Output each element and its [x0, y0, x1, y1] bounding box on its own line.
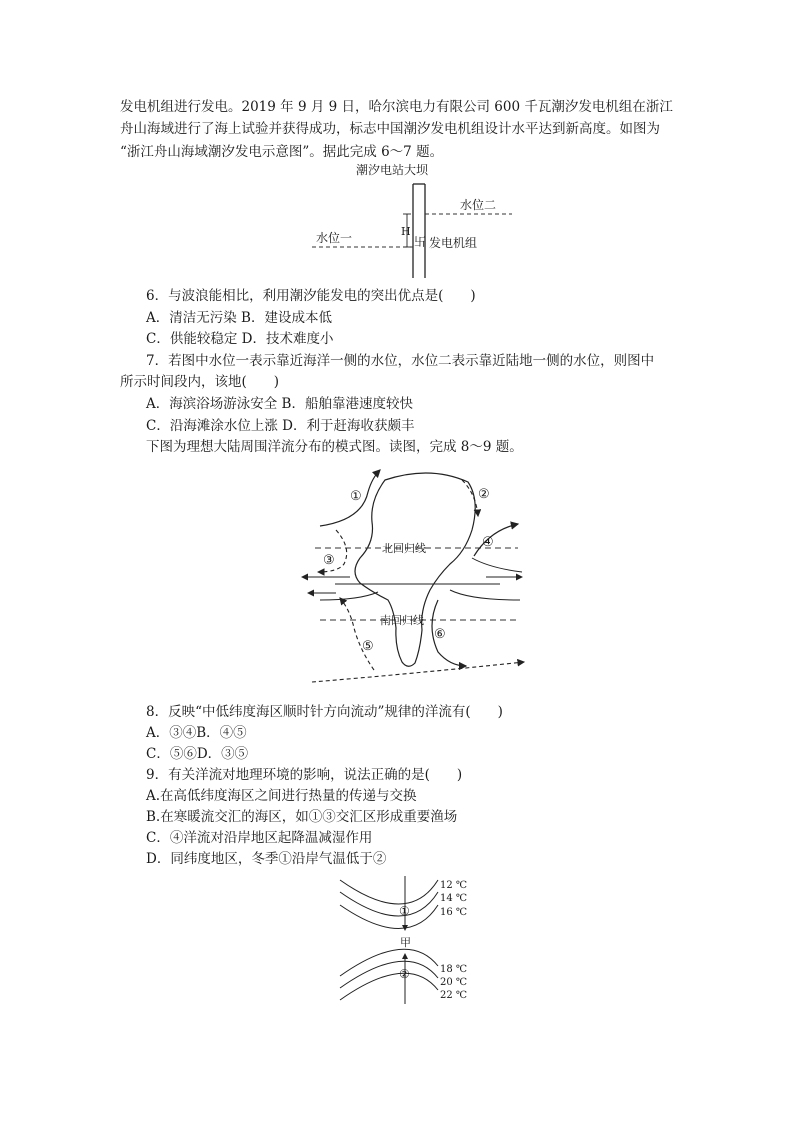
label-2: ②: [399, 967, 410, 981]
equatorial-east-return: [472, 558, 522, 572]
current-3-label: ③: [323, 553, 335, 568]
q7-options-cd: C．沿海滩涂水位上涨 D．利于赶海收获颇丰: [146, 418, 415, 434]
tropic-south-label: 南回归线: [380, 614, 424, 627]
isotherm-bottom-2: [340, 961, 438, 988]
isotherm-label-18: 18 ℃: [440, 964, 468, 975]
q7-options-ab: A．海滨浴场游泳安全 B．船舶靠港速度较快: [146, 396, 413, 412]
current-4-label: ④: [482, 535, 494, 550]
q9-option-c: C．④洋流对沿岸地区起降温减湿作用: [146, 830, 373, 846]
q9-option-a: A.在高低纬度海区之间进行热量的传递与交换: [146, 788, 417, 804]
q7-stem-1: 7．若图中水位一表示靠近海洋一侧的水位，水位二表示靠近陆地一侧的水位，则图中: [146, 353, 655, 369]
isotherm-bottom-1: [340, 949, 438, 976]
water-level-1-label: 水位一: [316, 231, 353, 245]
isotherm-label-20: 20 ℃: [440, 977, 468, 988]
label-1: ①: [399, 904, 410, 918]
q6-stem: 6．与波浪能相比，利用潮汐能发电的突出优点是( ): [146, 288, 476, 304]
current-6-label: ⑥: [434, 627, 446, 642]
intro-line-1: 发电机组进行发电。2019 年 9 月 9 日，哈尔滨电力有限公司 600 千瓦潮汐发电机组在浙江: [120, 99, 673, 115]
isotherm-label-12: 12 ℃: [440, 880, 468, 891]
current-5-label: ⑤: [362, 639, 374, 654]
intro-2: 下图为理想大陆周围洋流分布的模式图。读图，完成 8～9 题。: [146, 439, 523, 455]
isotherm-label-16: 16 ℃: [440, 907, 468, 918]
water-level-2-label: 水位二: [460, 198, 497, 212]
isotherm-top-1: [340, 880, 438, 904]
q8-options-cd: C．⑤⑥D．③⑤: [146, 746, 249, 762]
current-5-path: [340, 598, 374, 670]
q9-option-d: D．同纬度地区，冬季①沿岸气温低于②: [146, 851, 387, 867]
isotherm-top-2: [340, 892, 438, 916]
dam-title: 潮汐电站大坝: [356, 163, 429, 177]
equatorial-east-lower: [450, 590, 520, 600]
current-4-path: [474, 524, 518, 556]
q8-stem: 8．反映“中低纬度海区顺时针方向流动”规律的洋流有( ): [146, 704, 503, 720]
tidal-dam-figure: [300, 160, 530, 280]
ocean-current-figure: [290, 460, 530, 692]
isotherm-bottom-3: [340, 973, 438, 1000]
current-1-label: ①: [350, 489, 362, 504]
label-jia: 甲: [400, 936, 411, 949]
isotherm-label-22: 22 ℃: [440, 990, 468, 1001]
q9-option-b: B.在寒暖流交汇的海区，如①③交汇区形成重要渔场: [146, 809, 458, 825]
continent-outline: [355, 473, 475, 666]
q6-options-ab: A．清洁无污染 B．建设成本低: [146, 310, 332, 326]
current-2-label: ②: [478, 487, 490, 502]
intro-line-3: “浙江舟山海域潮汐发电示意图”。据此完成 6～7 题。: [120, 144, 444, 160]
generator-label: 发电机组: [429, 236, 478, 250]
height-label: H: [401, 225, 411, 238]
intro-line-2: 舟山海域进行了海上试验并获得成功，标志中国潮汐发电机组设计水平达到新高度。如图为: [120, 121, 660, 137]
isotherm-label-14: 14 ℃: [440, 893, 468, 904]
q6-options-cd: C．供能较稳定 D．技术难度小: [146, 331, 334, 347]
west-wind-drift: [312, 662, 524, 682]
tropic-north-label: 北回归线: [382, 542, 426, 555]
generator-icon: 卐: [414, 235, 427, 249]
q9-stem: 9．有关洋流对地理环境的影响，说法正确的是( ): [146, 767, 463, 783]
q7-stem-2: 所示时间段内，该地( ): [120, 374, 280, 390]
q8-options-ab: A．③④B．④⑤: [146, 725, 247, 741]
isotherm-figure: [330, 872, 480, 1006]
